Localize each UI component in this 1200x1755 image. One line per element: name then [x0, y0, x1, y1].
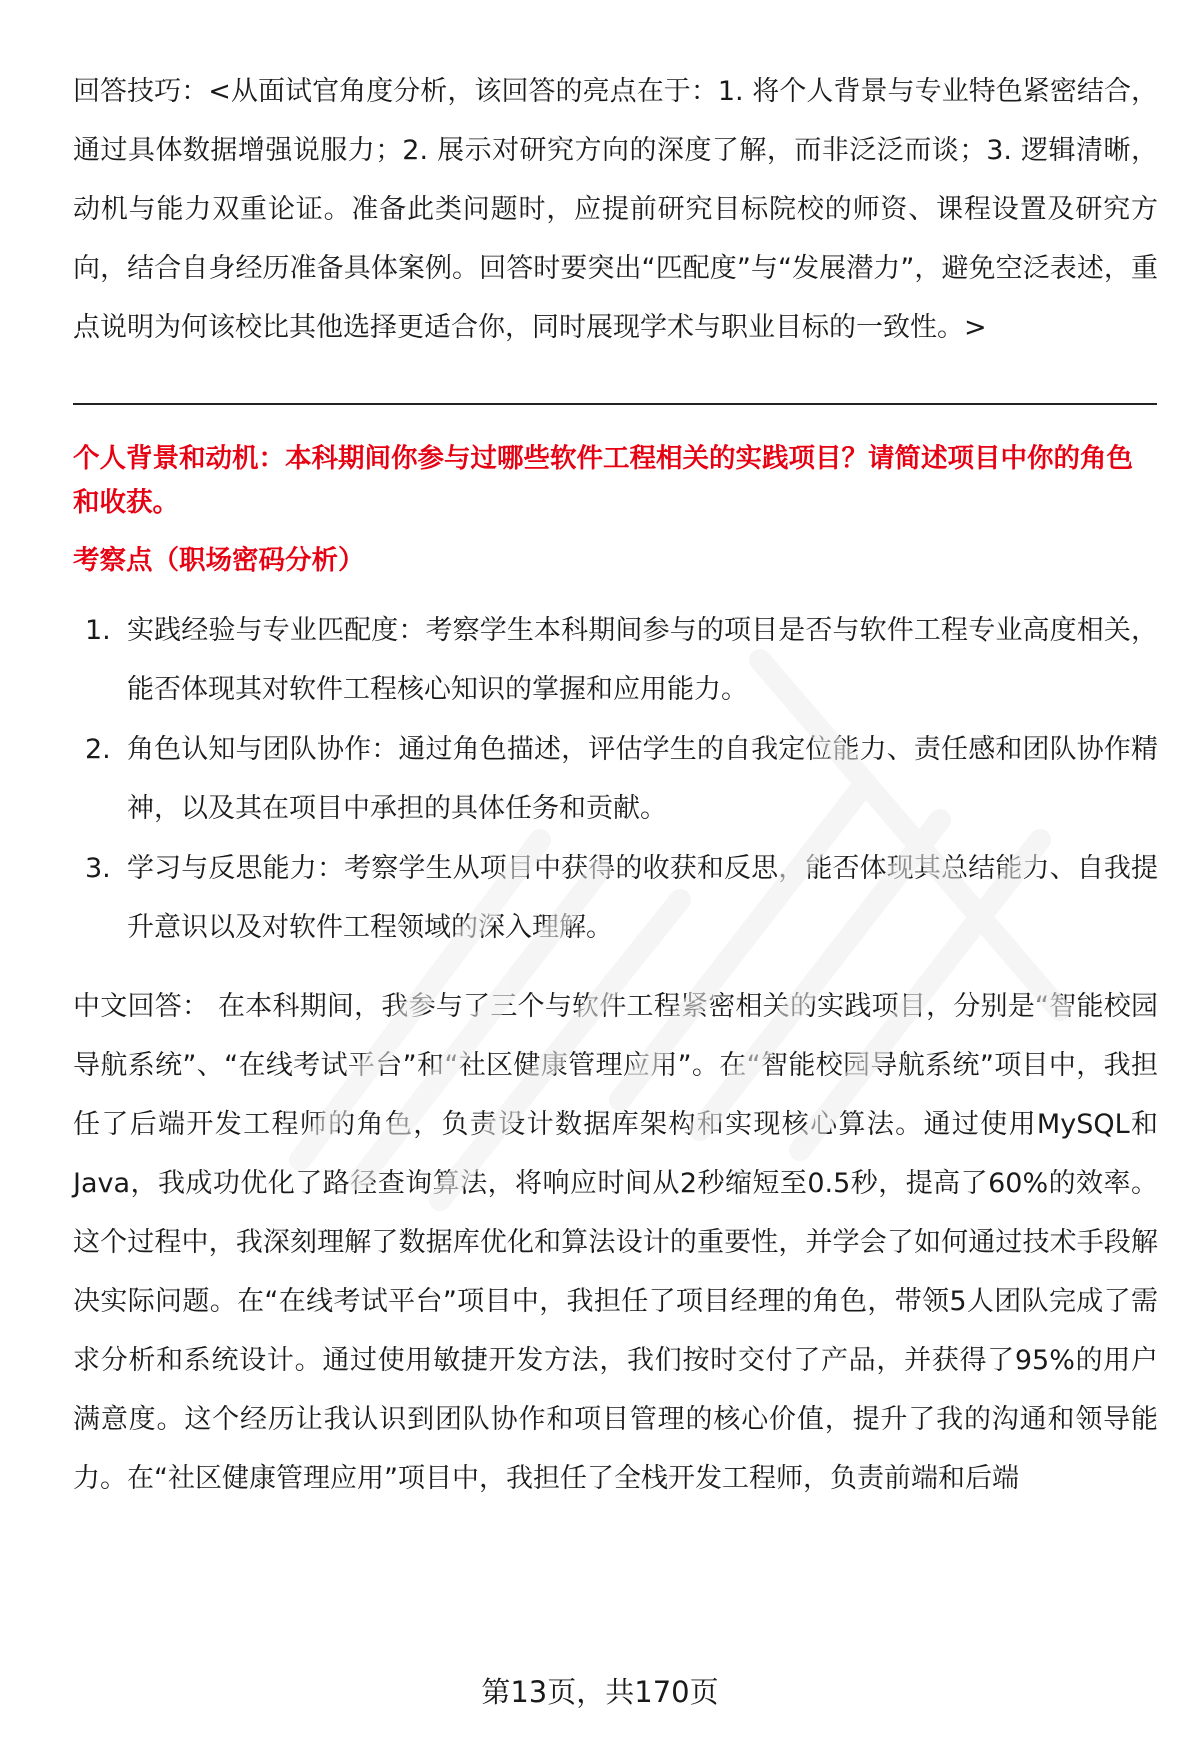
answer-paragraph: 中文回答： 在本科期间，我参与了三个与软件工程紧密相关的实践项目，分别是“智能校园导航系统”、“在线考试平台”和“社区健康管理应用”。在“智能校园导航系统”项目中，我担任了后端开发工程师的角色，负责设计数据库架构和实现核心算法。通过使用MySQL和Java，我成功优化了路径查询算法，将响应时间从2秒缩短至0.5秒，提高了60%的效率。这个过程中，我深刻理解了数据库优化和算法设计的重要性，并学会了如何通过技术手段解决实际问题。在“在线考试平台”项目中，我担任了项目经理的角色，带领5人团队完成了需求分析和系统设计。通过使用敏捷开发方法，我们按时交付了产品，并获得了95%的用户满意度。这个经历让我认识到团队协作和项目管理的核心价值，提升了我的沟通和领导能力。在“社区健康管理应用”项目中，我担任了全栈开发工程师，负责前端和后端	[73, 991, 1158, 1494]
section-divider	[73, 403, 1157, 405]
list-item-number: 1.	[85, 615, 111, 646]
list-item-text: 角色认知与团队协作：通过角色描述，评估学生的自我定位能力、责任感和团队协作精神，以及其在项目中承担的具体任务和贡献。	[127, 734, 1158, 824]
page-footer: 第13页，共170页	[481, 1675, 719, 1709]
page-content	[73, 62, 1158, 1508]
list-item-number: 3.	[85, 853, 111, 884]
list-item-number: 2.	[85, 734, 111, 765]
list-item	[73, 720, 1158, 838]
list-item-text: 实践经验与专业匹配度：考察学生本科期间参与的项目是否与软件工程专业高度相关，能否体现其对软件工程核心知识的掌握和应用能力。	[127, 615, 1158, 705]
section-title: 考察点（职场密码分析）	[73, 545, 365, 576]
tip-paragraph: 回答技巧：<从面试官角度分析，该回答的亮点在于：1. 将个人背景与专业特色紧密结合，通过具体数据增强说服力；2. 展示对研究方向的深度了解，而非泛泛而谈；3. 逻辑清晰，动机与能力双重论证。准备此类问题时，应提前研究目标院校的师资、课程设置及研究方向，结合自身经历准备具体案例。回答时要突出“匹配度”与“发展潜力”，避免空泛表述，重点说明为何该校比其他选择更适合你，同时展现学术与职业目标的一致性。>	[73, 76, 1158, 343]
question-heading: 个人背景和动机：本科期间你参与过哪些软件工程相关的实践项目？请简述项目中你的角色和收获。	[73, 443, 1133, 518]
list-item	[73, 839, 1158, 957]
list-item	[73, 601, 1158, 719]
list-item-text: 学习与反思能力：考察学生从项目中获得的收获和反思，能否体现其总结能力、自我提升意识以及对软件工程领域的深入理解。	[127, 853, 1158, 943]
assessment-points-list	[73, 601, 1158, 957]
